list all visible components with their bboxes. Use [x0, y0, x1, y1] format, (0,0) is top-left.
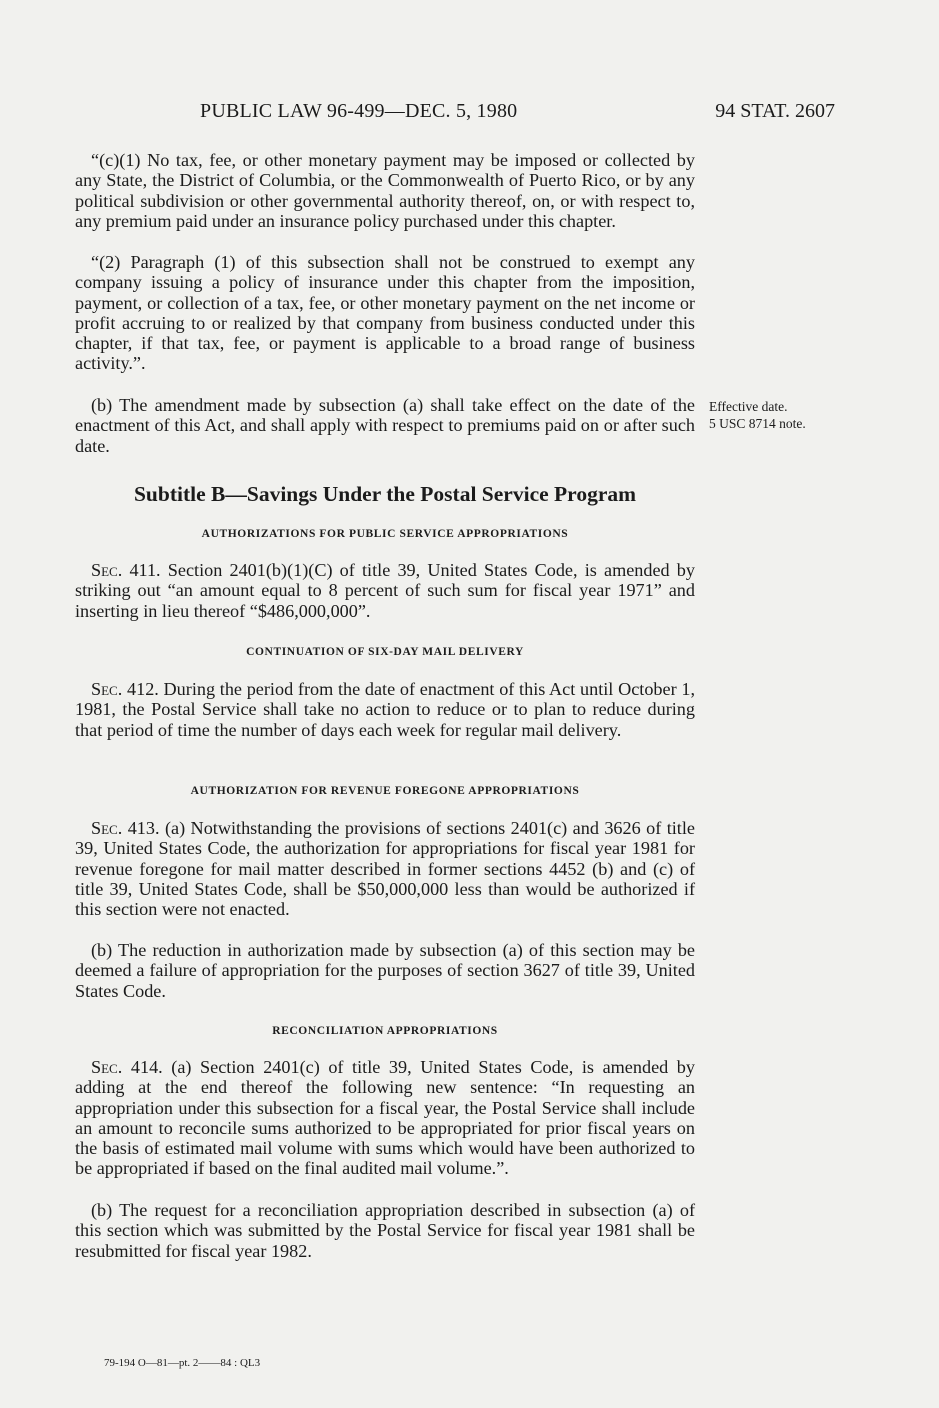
section-414-a — [75, 1057, 695, 1179]
section-412-heading: CONTINUATION OF SIX-DAY MAIL DELIVERY — [246, 646, 524, 658]
paragraph-c2-text: “(2) Paragraph (1) of this subsection shall not be construed to exempt any company issuing a policy of insurance under this chapter from the imposition, payment, or collection of a tax, fee, or other monetary payment on the net income or profit accruing to or realized by that company from business conducted under this chapter, if that tax, fee, or payment is applicable to a broad range of business activity.”. — [75, 252, 695, 374]
section-411-label: Sec. — [91, 560, 123, 580]
section-414-label: Sec. — [91, 1057, 123, 1077]
section-412-label: Sec. — [91, 679, 123, 699]
section-413-a-text: 413. (a) Notwithstanding the provisions of sections 2401(c) and 3626 of title 39, United States Code, the authorization for appropriations for fiscal year 1981 for revenue foregone for mail matter described in former sections 4452 (b) and (c) of title 39, United States Code, shall be $50,000,000 less than would be authorized if this section were not enacted. — [75, 818, 695, 920]
print-job-footer: 79-194 O—81—pt. 2——84 : QL3 — [104, 1357, 261, 1369]
section-414-a-body — [75, 1057, 695, 1179]
paragraph-b-effective — [75, 395, 695, 456]
paragraph-c2 — [75, 252, 695, 374]
section-412 — [75, 679, 695, 740]
section-414-heading: RECONCILIATION APPROPRIATIONS — [272, 1025, 498, 1037]
margin-note-effective-date — [709, 398, 806, 432]
section-414-a-text: 414. (a) Section 2401(c) of title 39, United States Code, is amended by adding at the end thereof the following new sentence: “In requesting an appropriation under this subsection for a fiscal year, the Postal Service shall include an amount to reconcile sums authorized to be appropriated for prior fiscal years on the basis of estimated mail volume with sums which would have been authorized to be appropriated if based on the final audited mail volume.”. — [75, 1057, 695, 1179]
section-413-b — [75, 940, 695, 1001]
section-413-heading: AUTHORIZATION FOR REVENUE FOREGONE APPROPRIATIONS — [190, 785, 580, 797]
section-414-b — [75, 1200, 695, 1261]
section-411-text: 411. Section 2401(b)(1)(C) of title 39, United States Code, is amended by striking out “an amount equal to 8 percent of such sum for fiscal year 1971” and inserting in lieu thereof “$486,000,000”. — [75, 560, 695, 621]
paragraph-b-text: (b) The amendment made by subsection (a) shall take effect on the date of the enactment of this Act, and shall apply with respect to premiums paid on or after such date. — [75, 395, 695, 456]
section-413-label: Sec. — [91, 818, 123, 838]
section-411 — [75, 560, 695, 621]
section-412-body — [75, 679, 695, 740]
section-414-b-text: (b) The request for a reconciliation appropriation described in subsection (a) of this section which was submitted by the Postal Service for fiscal year 1981 shall be resubmitted for fiscal year 1982. — [75, 1200, 695, 1261]
statute-page-number: 94 STAT. 2607 — [715, 100, 835, 122]
section-413-b-text: (b) The reduction in authorization made by subsection (a) of this section may be deemed a failure of appropriation for the purposes of section 3627 of title 39, United States Code. — [75, 940, 695, 1001]
margin-note-line-1: Effective date. — [709, 399, 788, 414]
section-411-body — [75, 560, 695, 621]
public-law-header: PUBLIC LAW 96-499—DEC. 5, 1980 — [200, 100, 518, 122]
margin-note-line-2: 5 USC 8714 note. — [709, 416, 806, 431]
section-411-heading: AUTHORIZATIONS FOR PUBLIC SERVICE APPROPRIATIONS — [201, 528, 569, 540]
paragraph-c1 — [75, 150, 695, 231]
subtitle-heading: Subtitle B—Savings Under the Postal Service Program — [133, 482, 637, 506]
section-413-a-body — [75, 818, 695, 919]
paragraph-c1-text: “(c)(1) No tax, fee, or other monetary payment may be imposed or collected by any State, the District of Columbia, or the Commonwealth of Puerto Rico, or by any political subdivision or other governmental authority thereof, on, or with respect to, any premium paid under an insurance policy purchased under this chapter. — [75, 150, 695, 231]
section-413-a — [75, 818, 695, 919]
section-412-text: 412. During the period from the date of enactment of this Act until October 1, 1981, the Postal Service shall take no action to reduce or to plan to reduce during that period of time the number of days each week for regular mail delivery. — [75, 679, 696, 740]
